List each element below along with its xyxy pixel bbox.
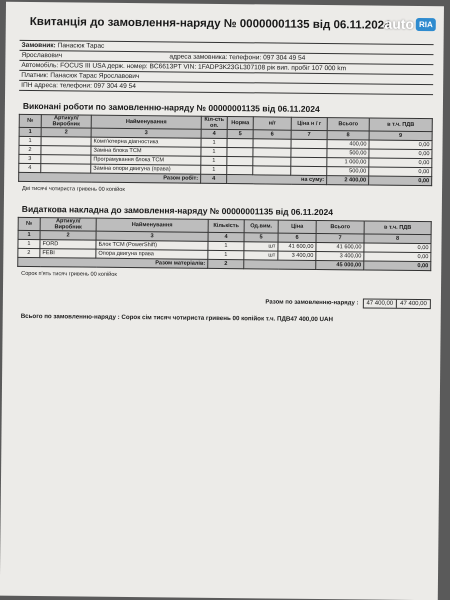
works-sum-label: на суму:	[227, 175, 327, 185]
parts-num: 4	[208, 232, 244, 241]
works-cell: 0,00	[369, 149, 432, 159]
works-num: 9	[369, 131, 432, 141]
ipn-info: ІПН адреса: телефони: 097 304 49 54	[21, 81, 136, 91]
parts-cell: 1	[208, 241, 244, 250]
parts-cell: 1	[18, 239, 40, 248]
parts-cell: 41 600,00	[316, 242, 364, 252]
parts-total-label: Разом матеріалів:	[18, 257, 208, 268]
works-cell	[291, 139, 327, 148]
parts-cell: шт	[244, 242, 278, 251]
parts-col-article: Артикул/Виробник	[40, 218, 96, 232]
works-num: 4	[201, 129, 227, 138]
parts-cell: Блок TCM (PowerShift)	[96, 240, 208, 250]
watermark-ria: RIA	[416, 18, 436, 31]
works-cell: 1	[201, 165, 227, 174]
grand-total	[17, 295, 431, 309]
works-cell: Програмування блока TCM	[91, 155, 201, 165]
customer-info	[19, 40, 434, 95]
grand-total-sum-2: 47 400,00	[396, 300, 430, 308]
parts-cell: 0,00	[364, 252, 431, 262]
works-cell: 0,00	[369, 140, 432, 150]
parts-col-vat: в т.ч. ПДВ	[364, 221, 431, 235]
works-amount-words: Дві тисячі чотириста гривень 00 копійок	[22, 185, 125, 193]
works-cell: 500,00	[327, 149, 369, 158]
works-cell: 1	[201, 138, 227, 147]
customer-name-2: Ярославович	[21, 51, 63, 60]
parts-cell: FORD	[40, 240, 96, 250]
works-col-total: Всього	[327, 118, 369, 131]
parts-num: 6	[278, 233, 316, 242]
grand-total-label: Разом по замовленню-наряду :	[265, 299, 359, 307]
works-cell: Заміна опори двигуна (права)	[91, 164, 201, 174]
parts-sum-value: 45 000,00	[316, 260, 364, 270]
parts-col-qty: Кількість	[208, 219, 244, 232]
works-sum-value: 2 400,00	[327, 176, 369, 185]
parts-col-unit: Од.вим.	[244, 220, 278, 233]
payer-info: Платник: Панасюк Тарас Ярославович	[21, 71, 140, 81]
works-cell: 1	[201, 147, 227, 156]
works-col-nh: н/г	[253, 117, 291, 130]
parts-cell: 0,00	[364, 243, 431, 253]
works-cell: Комп'ютерна діагностика	[91, 137, 201, 147]
works-cell: 2	[19, 145, 41, 154]
works-cell: 500,00	[327, 167, 369, 176]
works-col-num: №	[19, 114, 41, 127]
works-col-vat: в т.ч. ПДВ	[369, 118, 432, 132]
watermark-auto: auto	[384, 15, 415, 32]
works-cell: 1	[19, 136, 41, 145]
parts-num: 5	[244, 233, 278, 242]
works-cell	[253, 157, 291, 166]
parts-col-price: Ціна	[278, 220, 316, 233]
works-num: 3	[91, 128, 201, 138]
works-cell: 400,00	[327, 140, 369, 149]
works-num: 7	[291, 130, 327, 139]
parts-num: 7	[316, 233, 364, 243]
works-col-name: Найменування	[91, 115, 201, 129]
works-num: 5	[227, 130, 253, 139]
works-num: 8	[327, 131, 369, 140]
customer-label: Замовник:	[21, 41, 56, 50]
works-cell: 1	[201, 156, 227, 165]
works-cell	[253, 148, 291, 157]
works-cell: 0,00	[369, 158, 432, 168]
parts-num: 2	[40, 231, 96, 241]
works-cell	[227, 148, 253, 157]
works-cell	[291, 148, 327, 157]
parts-col-total: Всього	[316, 220, 364, 234]
parts-cell: 3 400,00	[316, 251, 364, 261]
customer-name-1: Панасюк Тарас	[57, 42, 105, 50]
works-cell	[253, 139, 291, 148]
works-cell: Заміна блока TCM	[91, 146, 201, 156]
works-title: Виконані роботи по замовленню-наряду № 00000001135 від 06.11.2024	[22, 100, 320, 114]
parts-cell: 41 600,00	[278, 242, 316, 251]
parts-col-name: Найменування	[96, 218, 208, 232]
parts-title: Видаткова накладна до замовлення-наряду № 00000001135 від 06.11.2024	[21, 203, 334, 218]
parts-num: 1	[18, 230, 40, 239]
final-total-text: Всього по замовленню-наряду : Сорок сім тисяч чотириста гривень 00 копійок т.ч. ПДВ47 400,00 UAH	[20, 312, 334, 324]
works-col-norm: Норма	[227, 117, 253, 130]
works-cell: 4	[19, 163, 41, 172]
parts-col-num: №	[18, 217, 40, 230]
car-info: Автомобіль: FOCUS III USA держ. номер: BC6613PT VIN: 1FADP3K23GL307108 рік вип. пробіг 107 000 km	[21, 61, 347, 73]
parts-amount-words: Сорок п'ять тисяч гривень 00 копійок	[21, 270, 117, 278]
works-col-price: Ціна н / г	[291, 117, 327, 130]
parts-cell: шт	[244, 251, 278, 260]
works-cell	[291, 157, 327, 166]
parts-num: 8	[364, 234, 431, 244]
works-cell	[227, 157, 253, 166]
works-col-article: Артикул/Виробник	[41, 115, 91, 129]
works-col-qty: Кіл-сть оп.	[201, 116, 227, 129]
address-phone: адреса замовника: телефони: 097 304 49 54	[169, 53, 306, 62]
parts-cell: Опора двигуна права	[96, 249, 208, 259]
works-cell: 0,00	[369, 167, 432, 177]
works-num: 2	[41, 128, 91, 138]
parts-table	[17, 217, 432, 271]
grand-total-box	[362, 298, 431, 309]
parts-cell: 3 400,00	[278, 251, 316, 260]
parts-cell: 2	[18, 248, 40, 257]
receipt-sheet	[0, 2, 444, 600]
works-cell	[227, 166, 253, 175]
works-num: 1	[19, 127, 41, 136]
receipt-title: Квитанція до замовлення-наряду № 00000001135 від 06.11.2024	[29, 15, 391, 32]
works-cell: 3	[19, 154, 41, 163]
works-cell: 1 000,00	[327, 158, 369, 167]
works-cell	[291, 166, 327, 175]
parts-cell: 1	[208, 250, 244, 259]
works-table	[18, 114, 433, 186]
works-cell	[253, 166, 291, 175]
works-cell	[227, 139, 253, 148]
works-total-label: Разом робіт:	[19, 172, 201, 183]
works-sum-vat: 0,00	[369, 176, 432, 186]
grand-total-sum: 47 400,00	[366, 300, 394, 307]
parts-total-qty: 2	[208, 259, 244, 268]
autoria-watermark	[384, 16, 436, 33]
works-total-qty: 4	[201, 174, 227, 183]
works-num: 6	[253, 130, 291, 139]
parts-cell: FEBI	[40, 249, 96, 259]
parts-num: 3	[96, 231, 208, 241]
parts-sum-vat: 0,00	[364, 261, 431, 271]
